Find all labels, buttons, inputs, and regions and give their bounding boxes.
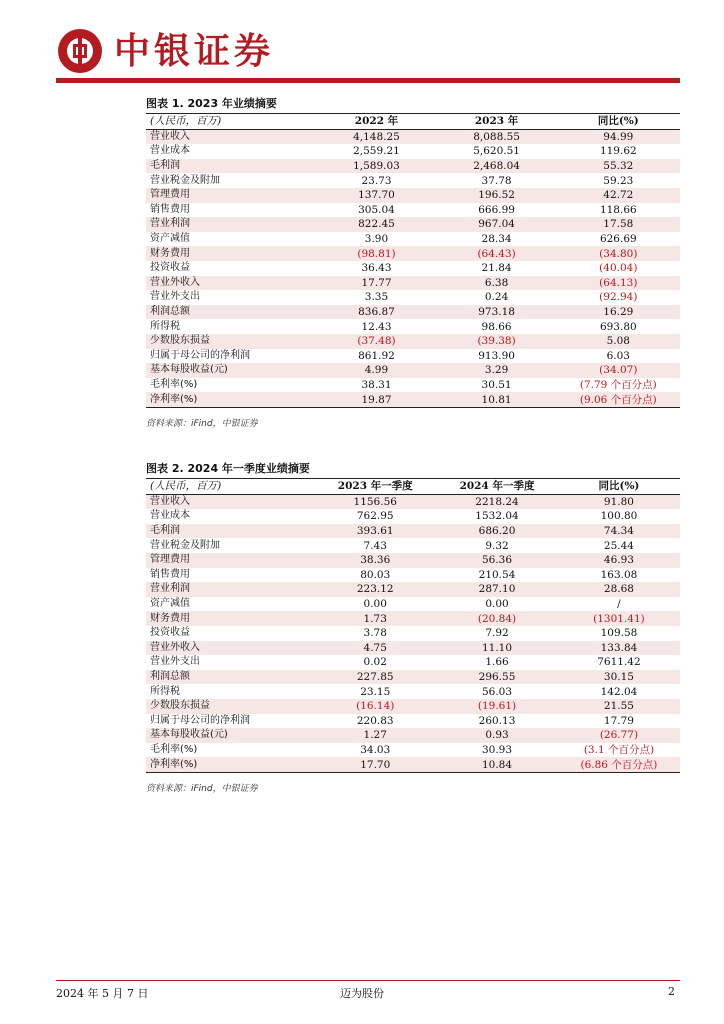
table-cell: 37.78 bbox=[481, 174, 512, 187]
table-cell: 2218.24 bbox=[436, 494, 558, 509]
row-label: 少数股东损益 bbox=[146, 334, 316, 349]
table-row bbox=[146, 611, 680, 626]
row-label: 营业成本 bbox=[150, 510, 190, 522]
table-row bbox=[146, 568, 680, 583]
footer-page-number: 2 bbox=[668, 985, 675, 998]
table-cell: (26.77) bbox=[558, 728, 680, 743]
table-cell: 21.84 bbox=[481, 262, 512, 275]
row-label: 销售费用 bbox=[150, 568, 190, 580]
table-row bbox=[146, 129, 680, 144]
table-cell: 0.00 bbox=[363, 598, 387, 611]
table-cell: 1532.04 bbox=[475, 510, 519, 523]
table-row bbox=[146, 246, 680, 261]
table-cell: 109.58 bbox=[600, 627, 638, 640]
table-row bbox=[146, 538, 680, 553]
table-row bbox=[146, 699, 680, 714]
row-label: 投资收益 bbox=[150, 627, 190, 639]
row-label: 营业外收入 bbox=[146, 641, 314, 656]
table-cell: 17.58 bbox=[557, 217, 680, 232]
table-row bbox=[146, 378, 680, 393]
row-label: 毛利率(%) bbox=[150, 743, 198, 755]
table-row bbox=[146, 655, 680, 670]
row-label: 营业税金及附加 bbox=[150, 539, 220, 551]
table-row bbox=[146, 305, 680, 320]
table-row bbox=[146, 509, 680, 524]
row-label: 资产减值 bbox=[150, 233, 190, 245]
row-label: 毛利润 bbox=[146, 159, 316, 174]
table-row bbox=[146, 173, 680, 188]
table-cell: 7.92 bbox=[485, 627, 509, 640]
table-cell: 23.73 bbox=[361, 174, 392, 187]
table-cell: / bbox=[617, 598, 621, 611]
row-label: 所得税 bbox=[150, 320, 180, 332]
table-cell: 1.66 bbox=[485, 656, 509, 669]
table-cell: 913.90 bbox=[478, 349, 515, 362]
table-cell: 1.73 bbox=[314, 611, 436, 626]
table-cell: 21.55 bbox=[558, 699, 680, 714]
footer-divider bbox=[56, 980, 680, 981]
table-cell: 28.34 bbox=[481, 233, 512, 246]
table-cell: (39.38) bbox=[437, 334, 557, 349]
table-cell: (1301.41) bbox=[558, 611, 680, 626]
row-label: 资产减值 bbox=[150, 598, 190, 610]
table2 bbox=[146, 479, 680, 773]
row-label: 所得税 bbox=[150, 685, 180, 697]
table-row bbox=[146, 728, 680, 743]
table-cell: 0.24 bbox=[484, 291, 509, 304]
table-header-cell: 同比(%) bbox=[558, 479, 680, 494]
table-cell: 30.15 bbox=[558, 670, 680, 685]
table-cell: 287.10 bbox=[436, 582, 558, 597]
table-row bbox=[146, 597, 680, 612]
table-cell: 38.31 bbox=[361, 378, 392, 391]
table-cell: 4.75 bbox=[314, 641, 436, 656]
row-label: 营业税金及附加 bbox=[150, 174, 220, 186]
table-row bbox=[146, 203, 680, 218]
table-header-cell: 2024 年一季度 bbox=[436, 479, 558, 494]
table-cell: 210.54 bbox=[478, 568, 516, 581]
table-cell: 11.10 bbox=[436, 641, 558, 656]
row-label: 营业利润 bbox=[146, 582, 314, 597]
table-cell: 4.99 bbox=[316, 363, 436, 378]
row-label: 净利率(%) bbox=[146, 757, 314, 772]
table-cell: 36.43 bbox=[361, 262, 392, 275]
row-label: 管理费用 bbox=[146, 553, 314, 568]
table-row bbox=[146, 582, 680, 597]
table-cell: 0.93 bbox=[436, 728, 558, 743]
table-cell: (6.86 个百分点) bbox=[558, 757, 680, 772]
table-row bbox=[146, 144, 680, 159]
row-label: 少数股东损益 bbox=[146, 699, 314, 714]
table-cell: (7.79 个百分点) bbox=[579, 378, 657, 391]
table-header-cell: 2023 年一季度 bbox=[314, 479, 436, 494]
table-row bbox=[146, 743, 680, 758]
table-cell: 693.80 bbox=[599, 320, 637, 333]
row-label: 基本每股收益(元) bbox=[146, 363, 316, 378]
table-cell: 836.87 bbox=[316, 305, 436, 320]
table-cell: (40.04) bbox=[599, 262, 638, 275]
table-cell: 23.15 bbox=[360, 685, 391, 698]
table-cell: 80.03 bbox=[360, 568, 391, 581]
table-cell: 17.70 bbox=[314, 757, 436, 772]
brand-name: 中银证券 bbox=[114, 31, 275, 72]
table-cell: 6.38 bbox=[437, 276, 557, 291]
table1 bbox=[146, 114, 680, 408]
table-row bbox=[146, 714, 680, 729]
table-row bbox=[146, 349, 680, 364]
row-label: 营业利润 bbox=[146, 217, 316, 232]
row-label: 营业外收入 bbox=[146, 276, 316, 291]
row-label: 财务费用 bbox=[146, 611, 314, 626]
table-cell: 220.83 bbox=[356, 714, 394, 727]
row-label: 财务费用 bbox=[146, 246, 316, 261]
table-row bbox=[146, 392, 680, 407]
table-cell: 2,559.21 bbox=[353, 145, 400, 158]
table-cell: 626.69 bbox=[599, 233, 637, 246]
table-cell: 42.72 bbox=[557, 188, 680, 203]
row-label: 营业收入 bbox=[146, 494, 314, 509]
row-label: 管理费用 bbox=[146, 188, 316, 203]
footer-company: 迈为股份 bbox=[340, 987, 384, 1000]
table-cell: 38.36 bbox=[314, 553, 436, 568]
table-cell: (64.43) bbox=[437, 246, 557, 261]
table-cell: 34.03 bbox=[360, 743, 391, 756]
row-label: 归属于母公司的净利润 bbox=[150, 349, 250, 361]
row-label: 营业成本 bbox=[150, 145, 190, 157]
table-cell: 1,589.03 bbox=[316, 159, 436, 174]
table-cell: 118.66 bbox=[599, 203, 637, 216]
table-row bbox=[146, 334, 680, 349]
table-cell: 9.32 bbox=[485, 539, 509, 552]
table-cell: 17.77 bbox=[316, 276, 436, 291]
table-cell: 967.04 bbox=[437, 217, 557, 232]
row-label: 利润总额 bbox=[146, 305, 316, 320]
table-cell: 16.29 bbox=[557, 305, 680, 320]
table-cell: 3.78 bbox=[363, 627, 387, 640]
table-cell: (9.06 个百分点) bbox=[557, 392, 680, 407]
table-row bbox=[146, 319, 680, 334]
table-cell: 393.61 bbox=[314, 524, 436, 539]
table-cell: 260.13 bbox=[478, 714, 516, 727]
table-cell: 2,468.04 bbox=[437, 159, 557, 174]
table2-source: 资料来源：iFind，中银证券 bbox=[146, 784, 258, 794]
table-cell: 30.93 bbox=[481, 743, 513, 756]
table-row bbox=[146, 626, 680, 641]
table-header-cell: (人民币，百万) bbox=[146, 479, 314, 494]
header-divider bbox=[56, 78, 680, 83]
table-cell: (20.84) bbox=[436, 611, 558, 626]
table-cell: 762.95 bbox=[356, 510, 394, 523]
table-row bbox=[146, 217, 680, 232]
table-cell: 861.92 bbox=[358, 349, 395, 362]
table-cell: (34.80) bbox=[557, 246, 680, 261]
row-label: 营业收入 bbox=[146, 129, 316, 144]
row-label: 利润总额 bbox=[146, 670, 314, 685]
table-cell: 19.87 bbox=[316, 392, 436, 407]
table-row bbox=[146, 188, 680, 203]
table-cell: 119.62 bbox=[599, 145, 637, 158]
table-cell: 163.08 bbox=[600, 568, 638, 581]
table-row bbox=[146, 232, 680, 247]
table-cell: 0.02 bbox=[363, 656, 387, 669]
table-cell: 666.99 bbox=[478, 203, 515, 216]
table-row bbox=[146, 159, 680, 174]
table-cell: 10.84 bbox=[436, 757, 558, 772]
row-label: 毛利润 bbox=[146, 524, 314, 539]
table-cell: 56.03 bbox=[481, 685, 513, 698]
table-cell: 46.93 bbox=[558, 553, 680, 568]
table-cell: 17.79 bbox=[603, 714, 634, 727]
row-label: 投资收益 bbox=[150, 262, 190, 274]
table-cell: 4,148.25 bbox=[316, 129, 436, 144]
table-row bbox=[146, 553, 680, 568]
table-cell: (34.07) bbox=[557, 363, 680, 378]
row-label: 净利率(%) bbox=[146, 392, 316, 407]
table-row bbox=[146, 757, 680, 772]
table-cell: 1156.56 bbox=[314, 494, 436, 509]
table-cell: 59.23 bbox=[603, 174, 634, 187]
table-cell: 0.00 bbox=[485, 598, 509, 611]
table-header-cell: 2022 年 bbox=[316, 114, 436, 129]
table-row bbox=[146, 494, 680, 509]
table-cell: 3.35 bbox=[364, 291, 389, 304]
table-cell: 100.80 bbox=[600, 510, 638, 523]
table-row bbox=[146, 524, 680, 539]
table-row bbox=[146, 670, 680, 685]
table-cell: (16.14) bbox=[314, 699, 436, 714]
table-cell: 686.20 bbox=[436, 524, 558, 539]
table-header-row bbox=[146, 114, 680, 129]
table-cell: (19.61) bbox=[436, 699, 558, 714]
table-cell: 8,088.55 bbox=[437, 129, 557, 144]
table-header-row bbox=[146, 479, 680, 494]
table-cell: 28.68 bbox=[558, 582, 680, 597]
table-cell: 137.70 bbox=[316, 188, 436, 203]
row-label: 销售费用 bbox=[150, 203, 190, 215]
table-cell: 196.52 bbox=[437, 188, 557, 203]
table-cell: 25.44 bbox=[603, 539, 634, 552]
table-row bbox=[146, 641, 680, 656]
table-cell: 227.85 bbox=[314, 670, 436, 685]
table-cell: 973.18 bbox=[437, 305, 557, 320]
table-cell: 3.29 bbox=[437, 363, 557, 378]
table-cell: 296.55 bbox=[436, 670, 558, 685]
table-cell: 55.32 bbox=[557, 159, 680, 174]
table-cell: 30.51 bbox=[481, 378, 512, 391]
bank-of-china-logo bbox=[58, 29, 102, 73]
table-header-cell: (人民币，百万) bbox=[146, 114, 316, 129]
row-label: 营业外支出 bbox=[150, 656, 200, 668]
table-cell: (64.13) bbox=[557, 276, 680, 291]
table-cell: (3.1 个百分点) bbox=[583, 743, 655, 756]
table-cell: (98.81) bbox=[316, 246, 436, 261]
table-cell: (37.48) bbox=[316, 334, 436, 349]
table-cell: 5,620.51 bbox=[473, 145, 520, 158]
table-cell: 56.36 bbox=[436, 553, 558, 568]
table-cell: 7.43 bbox=[363, 539, 387, 552]
table1-source: 资料来源：iFind，中银证券 bbox=[146, 419, 258, 429]
table-cell: 6.03 bbox=[606, 349, 630, 362]
table-cell: 5.08 bbox=[557, 334, 680, 349]
table-row bbox=[146, 684, 680, 699]
table-cell: 7611.42 bbox=[597, 656, 641, 669]
row-label: 基本每股收益(元) bbox=[146, 728, 314, 743]
row-label: 营业外支出 bbox=[150, 291, 200, 303]
table1-title: 图表 1. 2023 年业绩摘要 bbox=[146, 97, 277, 110]
table-cell: 12.43 bbox=[361, 320, 392, 333]
table-header-cell: 2023 年 bbox=[437, 114, 557, 129]
table-cell: 98.66 bbox=[481, 320, 512, 333]
table-cell: 1.27 bbox=[314, 728, 436, 743]
row-label: 归属于母公司的净利润 bbox=[150, 714, 250, 726]
table-row bbox=[146, 290, 680, 305]
table-cell: 91.80 bbox=[558, 494, 680, 509]
table-cell: 822.45 bbox=[316, 217, 436, 232]
table-cell: 223.12 bbox=[314, 582, 436, 597]
table-cell: 94.99 bbox=[557, 129, 680, 144]
table-cell: (92.94) bbox=[599, 291, 638, 304]
table-cell: 3.90 bbox=[364, 233, 389, 246]
table-row bbox=[146, 363, 680, 378]
footer-date: 2024 年 5 月 7 日 bbox=[56, 987, 149, 1000]
table-cell: 305.04 bbox=[358, 203, 395, 216]
table2-title: 图表 2. 2024 年一季度业绩摘要 bbox=[146, 462, 310, 475]
page-header bbox=[56, 28, 676, 76]
table-cell: 74.34 bbox=[558, 524, 680, 539]
table-cell: 142.04 bbox=[600, 685, 638, 698]
table-row bbox=[146, 261, 680, 276]
table-cell: 10.81 bbox=[437, 392, 557, 407]
row-label: 毛利率(%) bbox=[150, 378, 198, 390]
table-cell: 133.84 bbox=[558, 641, 680, 656]
table-row bbox=[146, 276, 680, 291]
table-header-cell: 同比(%) bbox=[557, 114, 680, 129]
